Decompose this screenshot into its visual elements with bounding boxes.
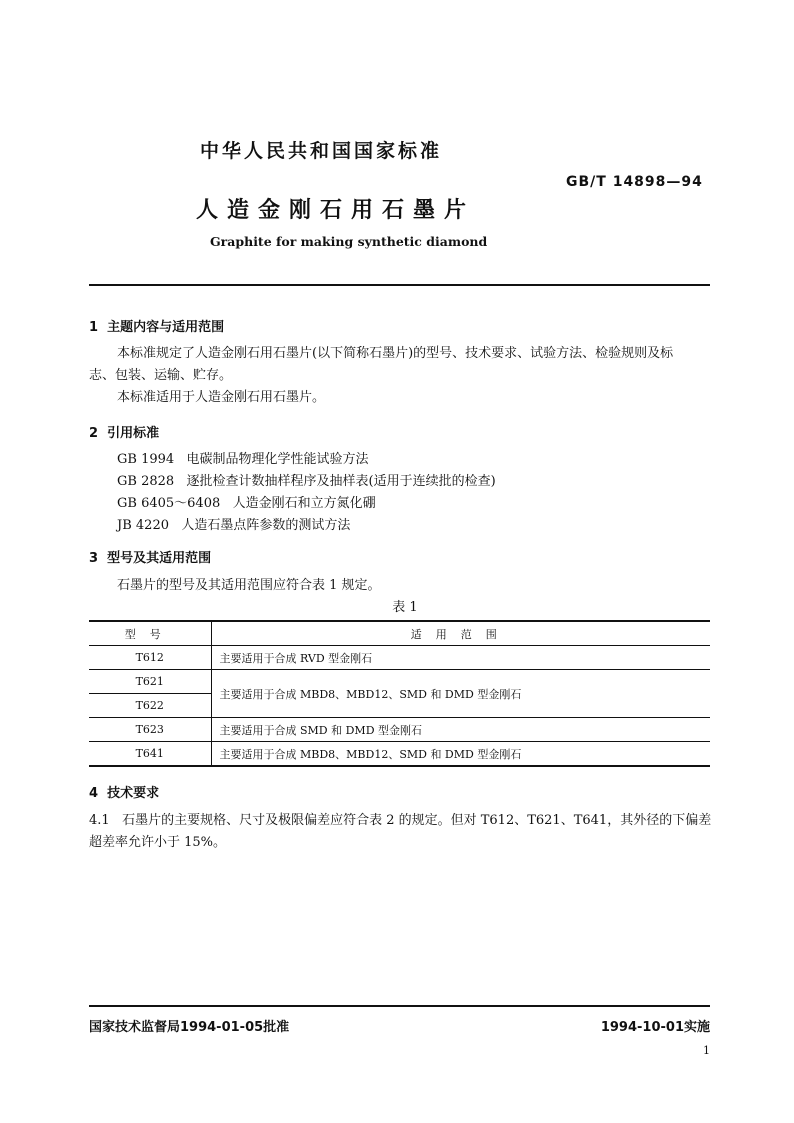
table-row — [89, 718, 710, 742]
section-4-heading: 4 技术要求 — [89, 786, 160, 801]
section-4-paragraph-line-1: 4.1 石墨片的主要规格、尺寸及极限偏差应符合表 2 的规定。但对 T612、T621、T641，其外径的下偏差 — [89, 813, 712, 828]
table-1-caption: 表 1 — [392, 600, 418, 615]
approval-note: 国家技术监督局1994-01-05批准 — [89, 1020, 290, 1035]
table-row — [89, 742, 710, 767]
section-1-paragraph-1-line-2: 志、包装、运输、贮存。 — [89, 368, 233, 383]
standard-code: GB/T 14898—94 — [566, 174, 703, 190]
title-english: Graphite for making synthetic diamond — [210, 234, 488, 249]
reference-item: GB 2828 逐批检查计数抽样程序及抽样表(适用于连续批的检查) — [117, 474, 496, 489]
model-cell: T621 — [89, 670, 211, 694]
column-header-scope: 适用范围 — [211, 621, 710, 646]
reference-item: GB 6405～6408 人造金刚石和立方氮化硼 — [117, 496, 376, 511]
scope-cell: 主要适用于合成 MBD8、MBD12、SMD 和 DMD 型金刚石 — [211, 670, 710, 718]
section-1-paragraph-2: 本标准适用于人造金刚石用石墨片。 — [117, 390, 326, 405]
scope-cell: 主要适用于合成 RVD 型金刚石 — [211, 646, 710, 670]
model-cell: T612 — [89, 646, 211, 670]
section-4-paragraph-line-2: 超差率允许小于 15%。 — [89, 835, 227, 850]
model-cell: T641 — [89, 742, 211, 767]
table-1 — [89, 620, 710, 767]
section-3-text: 石墨片的型号及其适用范围应符合表 1 规定。 — [117, 578, 381, 593]
table-header-row — [89, 621, 710, 646]
national-standard-label: 中华人民共和国国家标准 — [200, 140, 443, 162]
table-row — [89, 670, 710, 694]
reference-item: JB 4220 人造石墨点阵参数的测试方法 — [117, 518, 351, 533]
header-rule — [89, 284, 710, 286]
section-3-heading: 3 型号及其适用范围 — [89, 551, 212, 566]
footer-rule — [89, 1005, 710, 1007]
table-row — [89, 646, 710, 670]
section-1-paragraph-1-line-1: 本标准规定了人造金刚石用石墨片(以下简称石墨片)的型号、技术要求、试验方法、检验规则及标 — [117, 346, 674, 361]
scope-cell: 主要适用于合成 MBD8、MBD12、SMD 和 DMD 型金刚石 — [211, 742, 710, 767]
model-cell: T622 — [89, 694, 211, 718]
section-1-heading: 1 主题内容与适用范围 — [89, 320, 225, 335]
reference-item: GB 1994 电碳制品物理化学性能试验方法 — [117, 452, 369, 467]
title-chinese: 人造金刚石用石墨片 — [196, 198, 476, 223]
scope-cell: 主要适用于合成 SMD 和 DMD 型金刚石 — [211, 718, 710, 742]
model-cell: T623 — [89, 718, 211, 742]
effective-date-note: 1994-10-01实施 — [600, 1020, 710, 1035]
page-number: 1 — [703, 1044, 710, 1057]
column-header-model: 型号 — [89, 621, 211, 646]
section-2-heading: 2 引用标准 — [89, 426, 160, 441]
